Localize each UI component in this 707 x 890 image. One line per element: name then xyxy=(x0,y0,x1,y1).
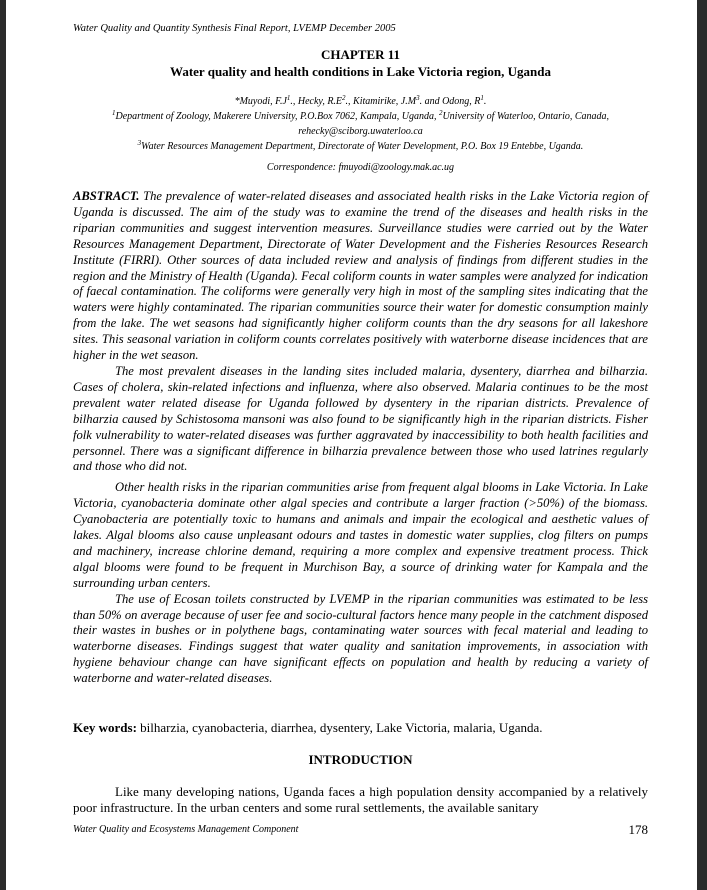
correspondence-line: Correspondence: fmuyodi@zoology.mak.ac.ug xyxy=(266,162,455,173)
keywords-line xyxy=(73,720,648,736)
introduction-paragraph: Like many developing nations, Uganda faces a high population density accompanied by a relatively poor infrastructure. In the urban centers and some rural settlements, the available sanitary xyxy=(73,784,648,815)
chapter-heading xyxy=(73,46,648,80)
right-page-edge xyxy=(697,0,707,890)
affil-marker: 2 xyxy=(438,109,443,117)
document-page xyxy=(73,0,648,890)
affil-text: Water Resources Management Department, Directorate of Water Development, P.O. Box 19 Entebbe, Uganda. xyxy=(141,141,584,152)
author-name: ., Kitamirike, J.M xyxy=(345,96,417,107)
author-block xyxy=(73,94,648,154)
author-affil-marker: 1 xyxy=(286,94,291,102)
left-page-edge xyxy=(0,0,6,890)
affil-marker: 1 xyxy=(111,109,116,117)
abstract-label: ABSTRACT. xyxy=(73,189,140,203)
footer-text: Water Quality and Ecosystems Management Component xyxy=(73,824,299,835)
affil-text: Department of Zoology, Makerere University, P.O.Box 7062, Kampala, Uganda, xyxy=(115,111,439,122)
author-name: ., Hecky, R.E xyxy=(290,96,343,107)
author-name: *Muyodi, F.J xyxy=(234,96,287,107)
author-name: . and Odong, R xyxy=(419,96,481,107)
page-number: 178 xyxy=(628,822,648,837)
running-header: Water Quality and Quantity Synthesis Final Report, LVEMP December 2005 xyxy=(73,23,396,34)
author-affil-marker: 1 xyxy=(480,94,484,102)
abstract-text: The prevalence of water-related diseases and associated health risks in the Lake Victoria region of Uganda is discussed. The aim of the study was to examine the trend of the diseases and health risks in the riparian communities and suggest intervention measures. Surveillance studies were carried out by the Water Resources Management Department, Directorate of Water Development and the Fisheries Resources Research Institute (FIRRI). Other sources of data included review and analysis of findings from different studies in the region and the Ministry of Health (Uganda). Fecal coliform counts in water samples were analyzed for indication of faecal contamination. The coliforms were generally very high in most of the sampling sites indicating that the waters were highly contaminated. The riparian communities source their water for domestic consumption mainly from the lake. The wet seasons had significantly higher coliform counts than the dry seasons for all lakeshore sites. This seasonal variation in coliform counts correlates positively with waterborne disease incidences that are higher in the wet season. xyxy=(73,189,648,363)
affil-text: University of Waterloo, Ontario, Canada, rehecky@sciborg.uwaterloo.ca xyxy=(298,111,610,137)
abstract xyxy=(73,189,648,687)
author-affil-marker: 3 xyxy=(416,94,420,102)
section-heading: INTRODUCTION xyxy=(308,752,413,767)
abstract-paragraph: The most prevalent diseases in the landing sites included malaria, dysentery, diarrhea and bilharzia. Cases of cholera, skin-related infections and influenza, where also observed. Malaria continues to be the most prevalent water related disease for Uganda followed by dysentery in the riparian districts. Prevalence of bilharzia caused by Schistosoma mansoni was also found to be significantly high in the riparian districts. Fisher folk vulnerability to water-related diseases was further aggravated by inaccessibility to both health facilities and personnel. There was a significant difference in bilharzia prevalence between those who used latrines regularly and those who did not. xyxy=(73,363,648,474)
affiliation-lines xyxy=(73,109,648,154)
author-names xyxy=(73,94,648,109)
author-affil-marker: 2 xyxy=(342,94,346,102)
keywords-label: Key words: xyxy=(73,720,137,735)
affiliation-3 xyxy=(73,139,648,154)
affiliation-1 xyxy=(112,111,439,122)
chapter-title: Water quality and health conditions in Lake Victoria region, Uganda xyxy=(170,64,551,79)
abstract-paragraph xyxy=(73,189,648,364)
abstract-paragraph: Other health risks in the riparian communities arise from frequent algal blooms in Lake Victoria. In Lake Victoria, cyanobacteria dominate other algal species and contribute a larger fraction (>50%) of the biomass. Cyanobacteria are potentially toxic to humans and animals and impair the ecological and aesthetic values of lakes. Algal blooms also cause unpleasant odours and tastes in domestic water supplies, clog filters on pumps and machinery, increase chlorine demand, requiring a more complex and expensive treatment process. Thick algal blooms were found to be frequent in Murchison Bay, a source of drinking water for Kampala and the surrounding urban centers. xyxy=(73,480,648,590)
affil-marker: 3 xyxy=(137,139,142,147)
author-name: . xyxy=(483,96,487,107)
chapter-number: CHAPTER 11 xyxy=(320,47,401,62)
abstract-paragraph: The use of Ecosan toilets constructed by LVEMP in the riparian communities was estimated to be less than 50% on average because of user fee and socio-cultural factors hence many people in the catchment disposed their wastes in bushes or in polythene bags, contaminating water sources with fecal material and leading to waterborne diseases. Findings suggest that water quality and sanitation improvements, in association with hygiene behaviour change can have significant effects on population and health by reducing a variety of waterborne and water-related diseases. xyxy=(73,591,648,686)
keywords-text: bilharzia, cyanobacteria, diarrhea, dysentery, Lake Victoria, malaria, Uganda. xyxy=(136,720,543,735)
